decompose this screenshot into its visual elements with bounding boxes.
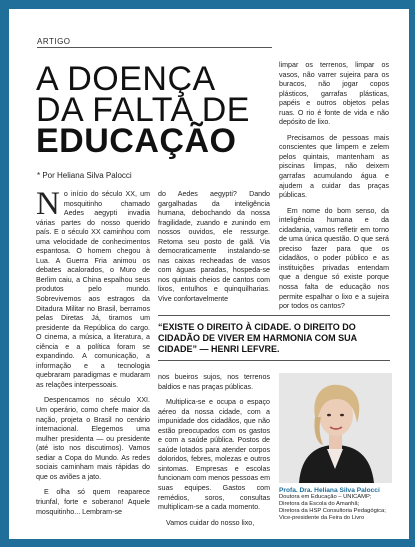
caption-line: Doutora em Educação – UNICAMP; — [279, 494, 372, 500]
paragraph: nos bueiros sujos, nos terrenos baldios e nas praças públicas. — [158, 373, 270, 391]
paragraph: Multiplica-se e ocupa o espaço aéreo da nossa cidade, com a impunidade dos cidadãos, que não estão preocupados com os gastos e com a saúde pública. Postos de saúde lotados para atender corpos doloridos, febres, molezas e outros sintomas. Empresas e escolas funcionam com menos pessoas em suas equipes. Gastos com remédios, soros, consultas multiplicam-se a cada momento. — [158, 398, 270, 512]
title-line-1: A DOENÇA — [36, 60, 216, 98]
photo-caption — [279, 487, 399, 522]
paragraph: Precisamos de pessoas mais conscientes que limpem e zelem pelos quintais, mantenham as piscinas limpas, não deixem garrafas acumulando água e ajudem a cuidar das praças públicas. — [279, 133, 389, 200]
column-4 — [158, 373, 270, 534]
paragraph — [36, 186, 150, 390]
column-3 — [279, 61, 389, 318]
section-divider — [37, 47, 272, 48]
drop-cap: N — [36, 186, 60, 222]
caption-name: Profa. Dra. Heliana Silva Palocci — [279, 487, 380, 494]
paragraph: E olha só quem reaparece triunfal, forte e soberano! Aquele mosquitinho... Lembram-se — [36, 488, 150, 516]
paragraph: limpar os terrenos, limpar os vasos, não varrer sujeira para os buracos, não jogar copos plásticos, garrafas plásticas, papéis e outros objetos pelas ruas. O rio é fonte de vida e não depósito de lixo. — [279, 61, 389, 127]
column-2 — [158, 190, 270, 311]
paragraph: Despencamos no século XXI. Um operário, como chefe maior da nação, projeta o Brasil no cenário internacional. Elegemos uma mulher presidenta — ou presidente (até isto nos discutimos). Vamos sediar a Copa do Mundo. As redes sociais caminham mais rápidas do que os aviões a jato. — [36, 396, 150, 481]
author-photo — [279, 373, 392, 483]
author-portrait-image — [279, 373, 392, 483]
article-page — [9, 9, 409, 539]
paragraph: do Aedes aegypti? Dando gargalhadas da inteligência humana, debochando da nossa fragilidade, zuando e zunindo em nossos ouvidos, ele ressurge. Retoma seu posto de galã. Via democraticamente instalando-se nas caixas recheadas de vasos com águas paradas, hospeda-se nos quintais cheios de cantos com lixos, entulhos e quinquilharias. Vive confortavelmente — [158, 190, 270, 304]
title-line-3: EDUCAÇÃO — [36, 122, 237, 160]
pull-quote: “EXISTE O DIREITO À CIDADE. O DIREITO DO CIDADÃO DE VIVER EM HARMONIA COM SUA CIDADE” — HENRI LEFVRE. — [158, 315, 390, 361]
paragraph: Vamos cuidar do nosso lixo, — [166, 518, 255, 527]
paragraph-text: o início do século XX, um mosquitinho chamado Aedes aegypti invadia várias partes do nosso querido país. E o século XX caminhou com uma velocidade de conhecimentos espantosa. O homem chegou à Lua. A Guerra Fria animou os debates acalorados, o Muro de Berlim caiu, a China espalhou seus produtos pelo mundo. Sobrevivemos aos estragos da Ditadura Militar no Brasil, berramos pelas Diretas Já, tiramos um presidente da República do cargo. O cinema, a música, a literatura, a ciência e a política foram se expandindo. A comunicação, a informação e a tecnologia quebraram paradigmas e mudaram as relações interpessoais. — [36, 190, 150, 389]
caption-line: Diretora da Escola do Amanhã; — [279, 501, 360, 507]
section-label: ARTIGO — [37, 37, 71, 46]
paragraph: Em nome do bom senso, da inteligência humana e da cidadania, vamos refletir em torno de uma única questão. O que será preciso fazer para que os cidadãos, o poder público e as instituições privadas entendam que a dengue só existe porque nossa falta de educação nos permite espalhar o lixo e a sujeira por todos os cantos? — [279, 206, 389, 311]
title-line-2: DA FALTA DE — [36, 91, 250, 129]
byline: * Por Heliana Silva Palocci — [37, 171, 132, 180]
column-1 — [36, 186, 150, 523]
article-title — [36, 60, 250, 160]
caption-line: Diretora da HSP Consultoria Pedagógica; — [279, 508, 386, 514]
caption-line: Vice-presidente da Feira do Livro — [279, 515, 365, 521]
